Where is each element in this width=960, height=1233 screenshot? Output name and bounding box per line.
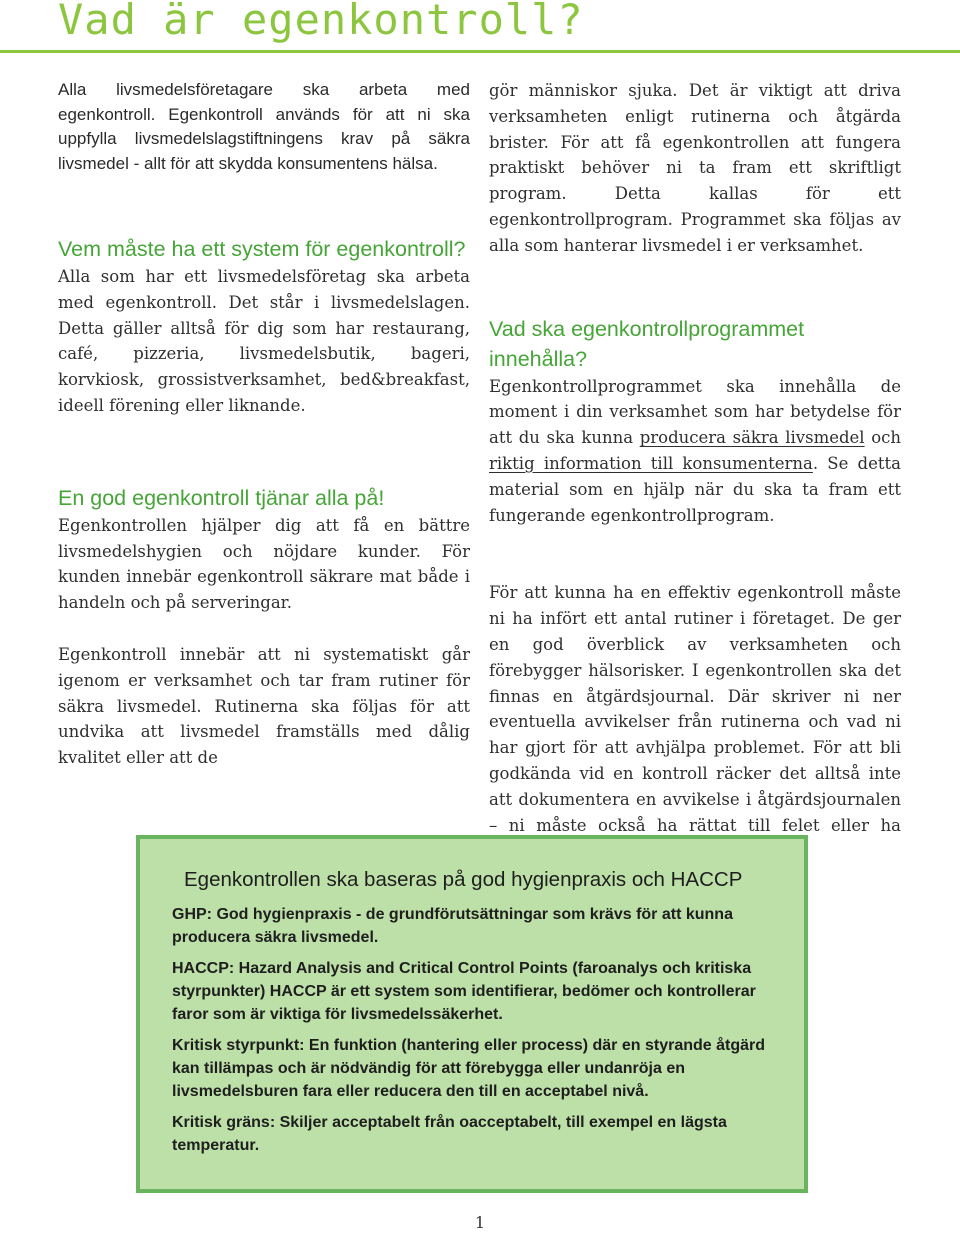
critical-limit-definition: Kritisk gräns: Skiljer acceptabelt från oacceptabelt, till exempel en lägsta temperatur. — [172, 1114, 727, 1154]
section-heading-who: Vem måste ha ett system för egenkontroll? — [58, 237, 466, 261]
section-body-benefit-1: Egenkontrollen hjälper dig att få en bättre livsmedelshygien och nöjdare kunder. För kunden innebär egenkontroll säkrare mat både i handeln och på serveringar. — [58, 515, 470, 613]
continuation-paragraph: gör människor sjuka. Det är viktigt att driva verksamheten enligt rutinerna och åtgärda brister. För att få egenkontrollen att fungera praktiskt behöver ni ta fram ett skriftligt program. Detta kallas för ett egenkontrollprogram. Programmet ska följas av alla som hanterar livsmedel i er verksamhet. — [489, 81, 901, 255]
intro-paragraph: Alla livsmedelsföretagare ska arbeta med egenkontroll. Egenkontroll används för att ni ska uppfylla livsmedelslagstiftningens krav på säkra livsmedel - allt för att skydda konsumentens hälsa. — [58, 80, 470, 173]
contents-text-b: och — [864, 428, 901, 448]
contents-text-c: . Se detta material som en hjälp när du ska ta fram ett fungerande egenkontrollprogram. — [489, 453, 901, 525]
critical-control-point-definition: Kritisk styrpunkt: En funktion (hantering eller process) där en styrande åtgärd kan tillämpas och är nödvändig för att förebygga eller undanröja en livsmedelsburen fara eller reducera den till en acceptabel nivå. — [172, 1037, 766, 1100]
ghp-definition: GHP: God hygienpraxis - de grundförutsättningar som krävs för att kunna producera säkra livsmedel. — [172, 906, 733, 946]
contents-text-a: Egenkontrollprogrammet ska innehålla de moment i din verksamhet som har betydelse för att du ska kunna — [489, 376, 901, 448]
right-column — [489, 78, 901, 864]
link-riktig-information[interactable]: riktig information till konsumenterna — [489, 453, 813, 473]
link-producera-sakra-livsmedel[interactable]: producera säkra livsmedel — [639, 428, 865, 448]
page-title: Vad är egenkontroll? — [58, 0, 584, 44]
section-heading-contents: Vad ska egenkontrollprogrammet innehålla? — [489, 316, 805, 371]
section-body-benefit-2: Egenkontroll innebär att ni systematiskt går igenom er verksamhet och tar fram rutiner för säkra livsmedel. Rutinerna ska följas för att undvika att livsmedel framställs med dålig kvalitet eller att de — [58, 644, 470, 768]
haccp-definition: HACCP: Hazard Analysis and Critical Control Points (faroanalys och kritiska styrpunkter) HACCP är ett system som identifierar, bedömer och kontrollerar faror som är viktiga för livsmedelssäkerhet. — [172, 960, 756, 1023]
left-column — [58, 78, 470, 771]
info-box-title: Egenkontrollen ska baseras på god hygienpraxis och HACCP — [184, 868, 743, 891]
section-body-contents — [489, 374, 901, 529]
section-body-routines: För att kunna ha en effektiv egenkontroll måste ni ha infört ett antal rutiner i företaget. De ger en god överblick av verksamheten och förebygger hälsorisker. I egenkontrollen ska det finnas en åtgärdsjournal. Där skriver ni ner eventuella avvikelser från rutinerna och vad ni har gjort för att avhjälpa problemet. För att bli godkända vid en kontroll räcker det alltså inte att dokumentera en avvikelse i åtgärdsjournalen – ni måste också ha rättat till felet eller ha — [489, 583, 901, 835]
haccp-info-box — [136, 835, 808, 1193]
title-divider — [0, 50, 960, 53]
page-number: 1 — [474, 1213, 486, 1232]
section-body-who: Alla som har ett livsmedelsföretag ska arbeta med egenkontroll. Det står i livsmedelslagen. Detta gäller alltså för dig som har restaurang, café, pizzeria, livsmedelsbutik, bageri, korvkiosk, grossistverksamhet, bed&breakfast, ideell förening eller liknande. — [58, 267, 470, 415]
section-heading-benefit: En god egenkontroll tjänar alla på! — [58, 485, 385, 510]
